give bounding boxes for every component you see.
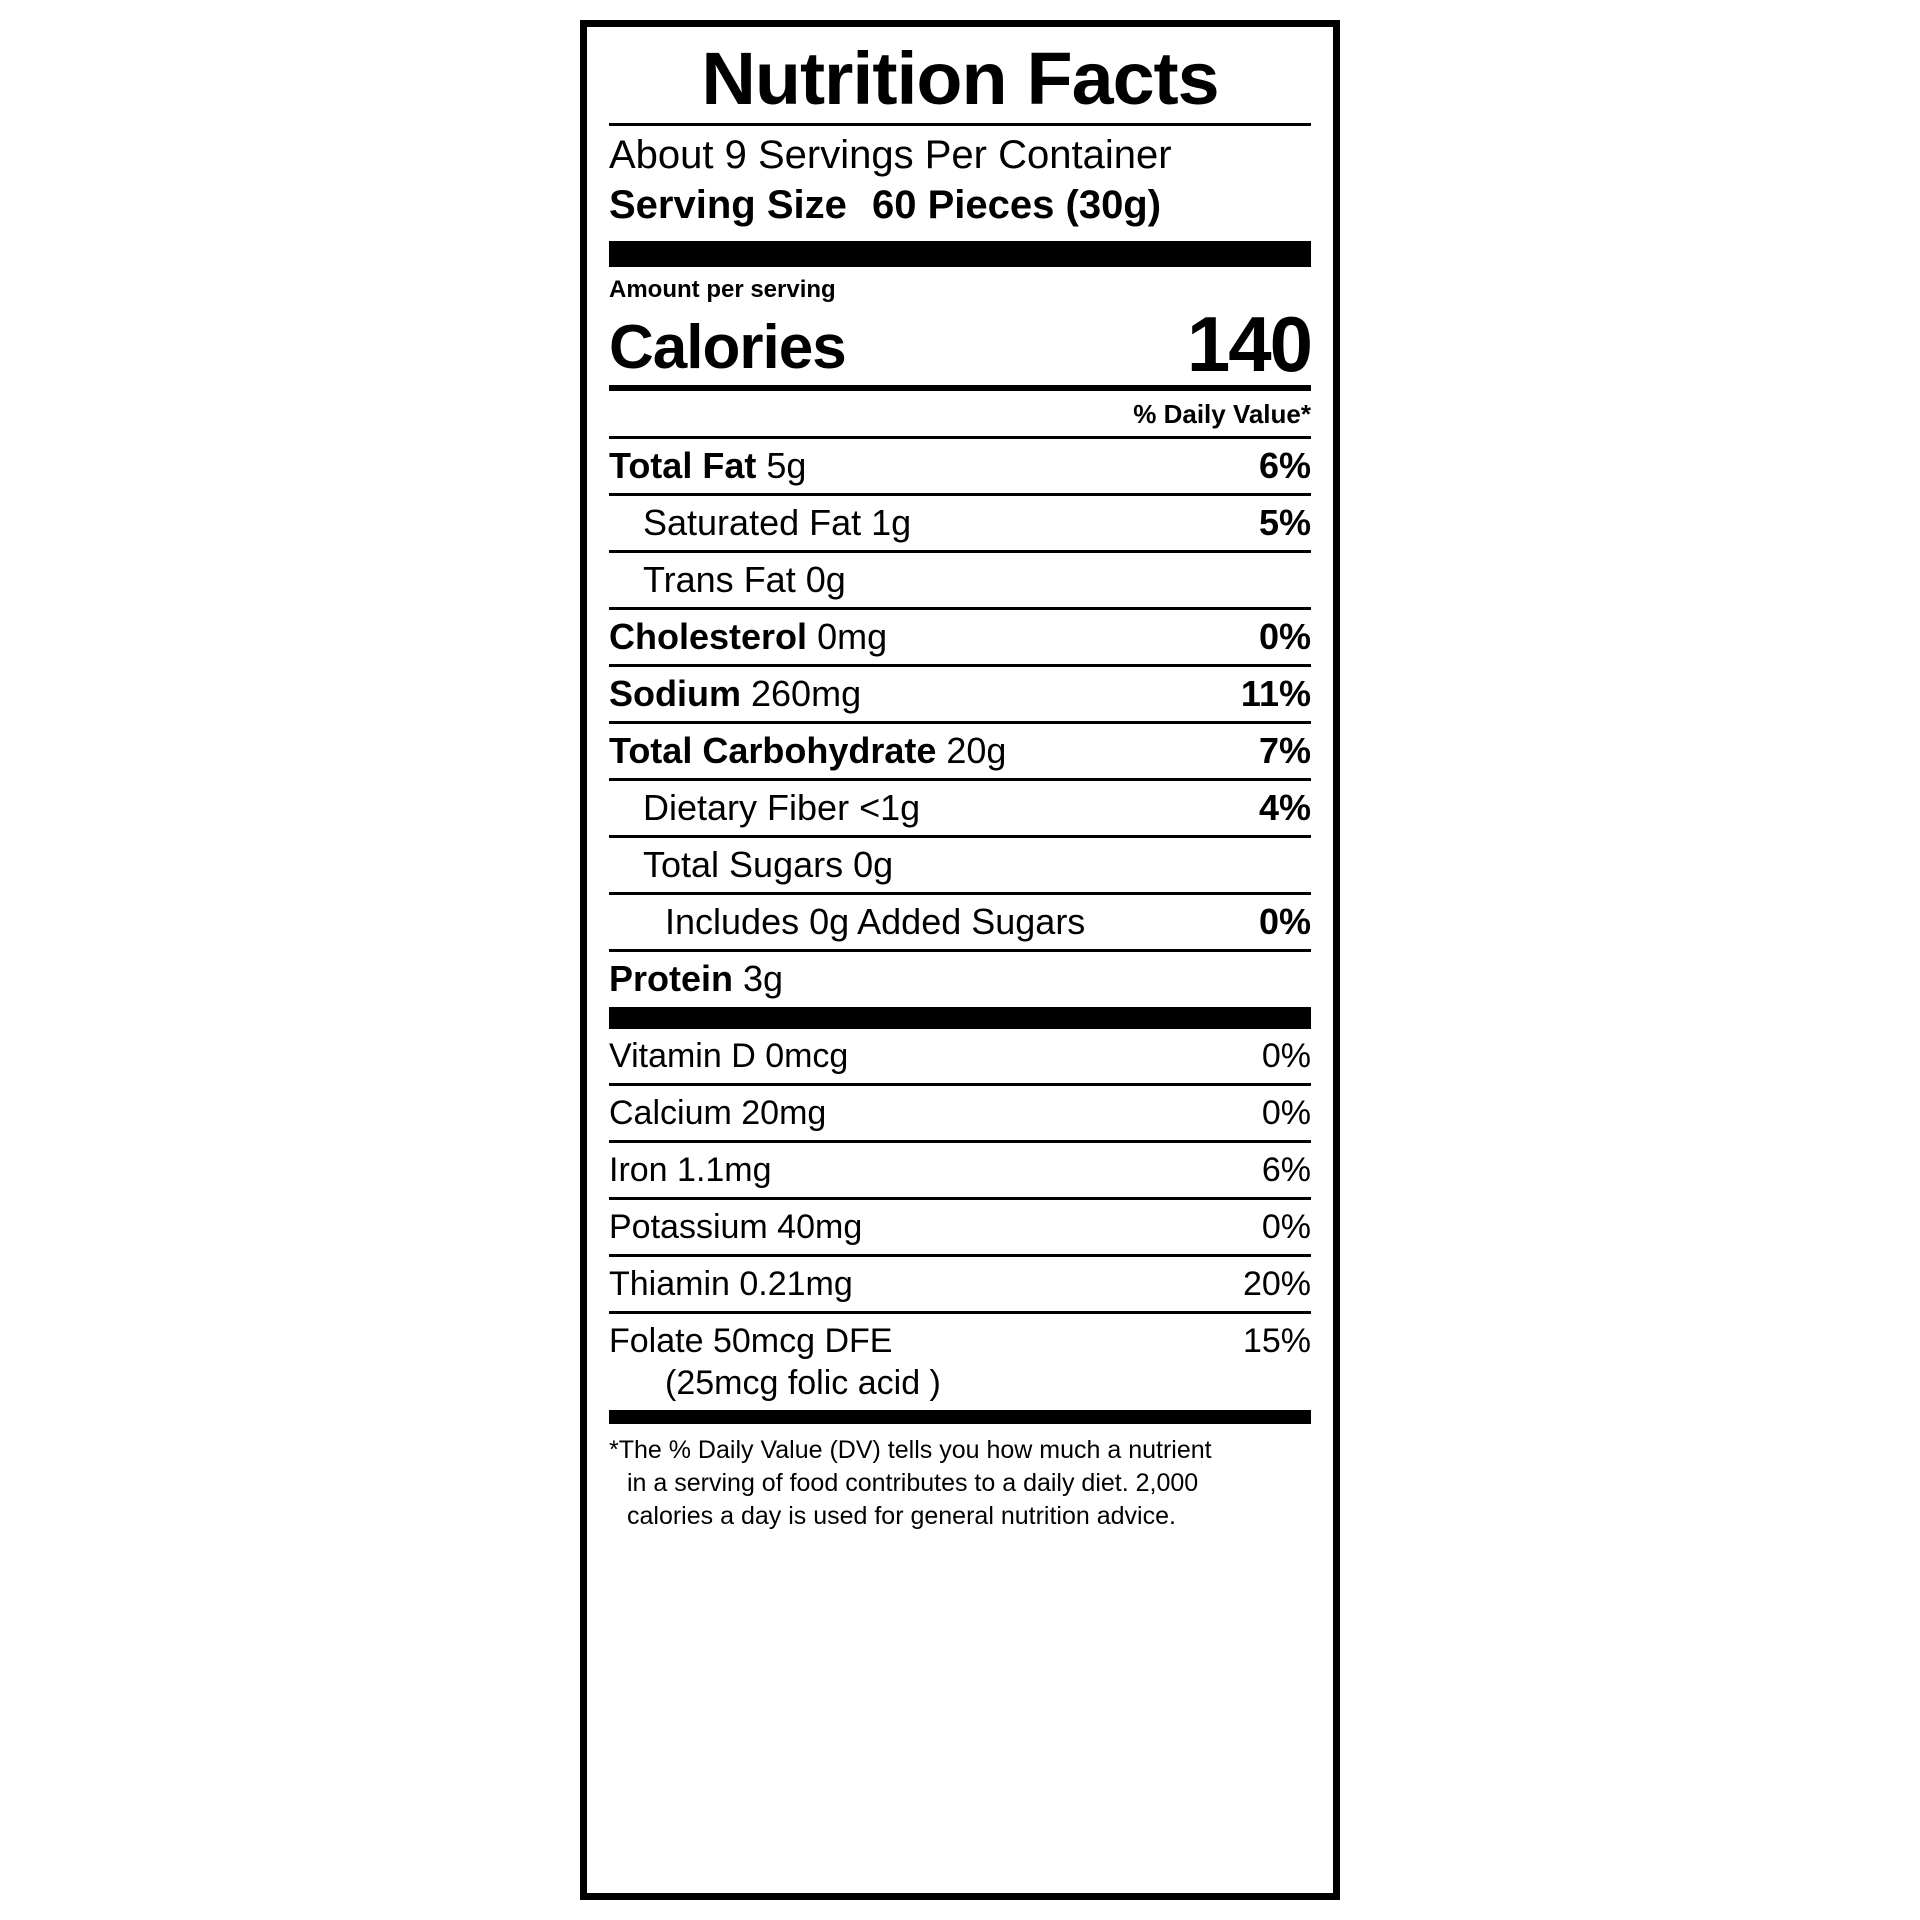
nutrient-name: Total Fat 5g <box>609 445 807 486</box>
footnote-line-3: calories a day is used for general nutrition advice. <box>627 1502 1176 1530</box>
nutrient-name: Protein 3g <box>609 958 784 999</box>
vitamin-dv: 20% <box>1242 1265 1311 1303</box>
vitamin-dv: 15% <box>1242 1322 1311 1360</box>
nutrient-dv: 0% <box>1258 616 1311 657</box>
serving-size-row <box>609 181 1311 235</box>
nutrient-name: Sodium 260mg <box>609 673 862 714</box>
table-row <box>609 835 1311 892</box>
nutrition-facts-panel <box>580 20 1340 1900</box>
vitamin-name: Thiamin 0.21mg <box>609 1265 853 1303</box>
table-row <box>609 550 1311 607</box>
nutrient-dv: 5% <box>1258 502 1311 543</box>
table-row <box>609 1029 1311 1083</box>
table-row <box>609 436 1311 493</box>
serving-size-label: Serving Size <box>609 183 847 227</box>
table-row-protein <box>609 949 1311 1007</box>
vitamin-name: Folate 50mcg DFE <box>609 1322 893 1360</box>
table-row <box>609 664 1311 721</box>
nutrient-name: Total Sugars 0g <box>643 844 894 885</box>
nutrient-name: Trans Fat 0g <box>643 559 846 600</box>
nutrient-rows <box>609 436 1311 1007</box>
nutrient-name: Cholesterol 0mg <box>609 616 888 657</box>
vitamin-dv: 0% <box>1261 1094 1311 1132</box>
table-row <box>609 1197 1311 1254</box>
vitamin-name: Vitamin D 0mcg <box>609 1037 849 1075</box>
calories-value: 140 <box>1186 300 1311 388</box>
vitamin-name: Iron 1.1mg <box>609 1151 772 1189</box>
footnote-line-2: in a serving of food contributes to a daily diet. 2,000 <box>627 1469 1199 1497</box>
table-row <box>609 778 1311 835</box>
serving-size-value: 60 Pieces (30g) <box>872 183 1162 227</box>
thick-divider-footnote <box>609 1410 1311 1424</box>
nutrient-dv: 4% <box>1258 787 1311 828</box>
table-row <box>609 1311 1311 1362</box>
nutrient-dv: 6% <box>1258 445 1311 486</box>
daily-value-header: % Daily Value* <box>1133 399 1311 429</box>
vitamin-dv: 6% <box>1261 1151 1311 1189</box>
nutrient-dv: 11% <box>1240 673 1311 714</box>
nutrient-dv: 7% <box>1258 730 1311 771</box>
calories-row <box>609 300 1311 388</box>
nutrient-name: Includes 0g Added Sugars <box>665 901 1086 942</box>
footnote-line-1: *The % Daily Value (DV) tells you how much a nutrient <box>609 1436 1212 1464</box>
table-row <box>609 493 1311 550</box>
table-row <box>609 1083 1311 1140</box>
thick-divider-vitamins <box>609 1007 1311 1029</box>
amount-per-serving-label: Amount per serving <box>609 276 836 303</box>
vitamin-dv: 0% <box>1261 1208 1311 1246</box>
nutrient-name: Dietary Fiber <1g <box>643 787 921 828</box>
table-row <box>609 607 1311 664</box>
servings-per-container: About 9 Servings Per Container <box>609 133 1172 177</box>
table-row <box>609 721 1311 778</box>
table-row <box>609 1254 1311 1311</box>
nutrient-name: Saturated Fat 1g <box>643 502 912 543</box>
nutrient-name: Total Carbohydrate 20g <box>609 730 1007 771</box>
table-row <box>609 1140 1311 1197</box>
calories-label: Calories <box>609 313 846 382</box>
table-row <box>609 892 1311 949</box>
page-title: Nutrition Facts <box>701 37 1219 120</box>
vitamin-dv: 0% <box>1261 1037 1311 1075</box>
vitamin-name: Calcium 20mg <box>609 1094 827 1132</box>
nutrient-dv: 0% <box>1258 901 1311 942</box>
footnote <box>609 1424 1311 1533</box>
thick-divider-top <box>609 241 1311 267</box>
vitamin-name: Potassium 40mg <box>609 1208 863 1246</box>
vitamin-rows <box>609 1029 1311 1410</box>
folate-subnote: (25mcg folic acid ) <box>665 1364 941 1402</box>
